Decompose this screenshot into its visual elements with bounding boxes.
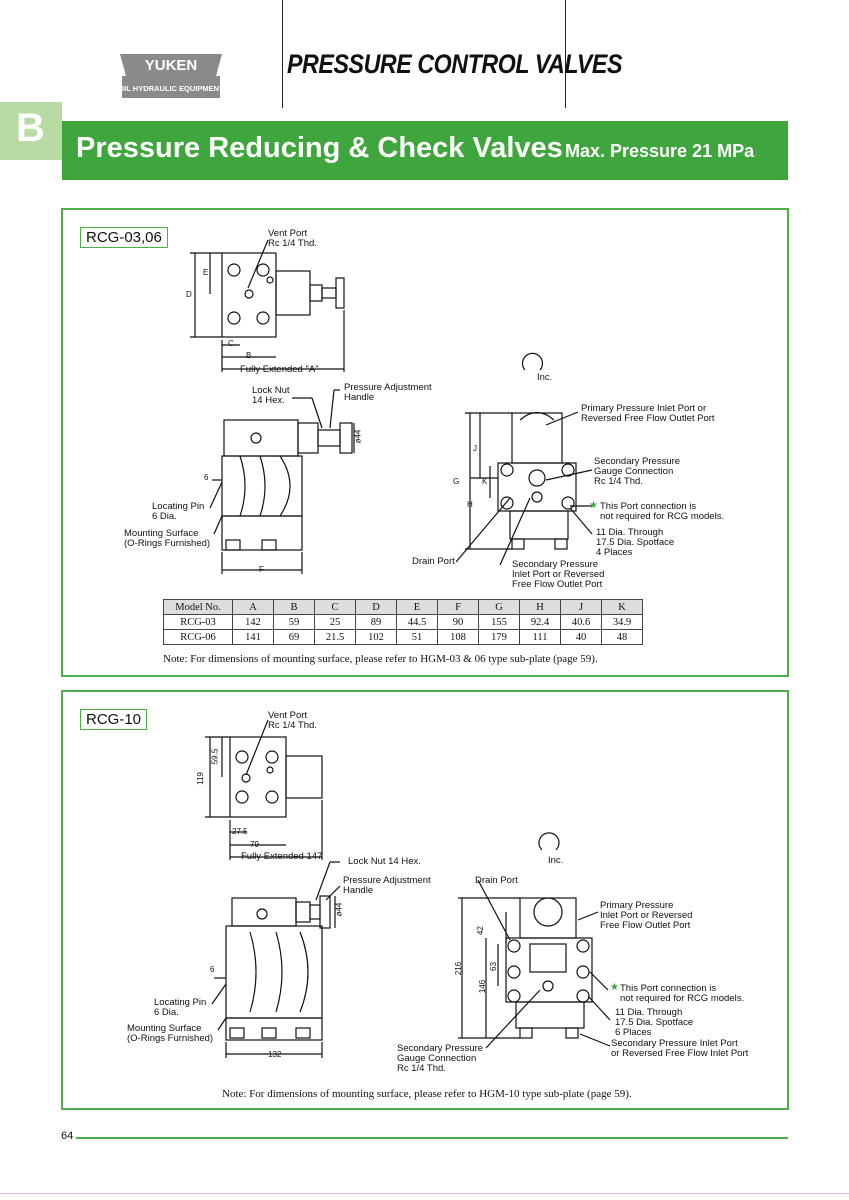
page-number: 64 xyxy=(61,1130,74,1142)
table-cell: RCG-03 xyxy=(164,615,233,630)
section-title: PRESSURE CONTROL VALVES xyxy=(287,49,623,79)
table-cell: 21.5 xyxy=(315,630,356,645)
model-tag-rcg-10: RCG-10 xyxy=(80,709,147,730)
label-locating-pin: Locating Pin 6 Dia. xyxy=(152,501,205,522)
table-cell: 179 xyxy=(479,630,520,645)
label-port-note: This Port connection is not required for RCG models. xyxy=(600,501,725,522)
label-secondary-inlet: Secondary Pressure Inlet Port or Reversed Free Flow Outlet Port xyxy=(512,559,605,590)
label-pressure-handle: Pressure Adjustment Handle xyxy=(344,382,432,403)
table-cell: 40.6 xyxy=(561,615,602,630)
col-header: B xyxy=(274,600,315,615)
dim-b: B xyxy=(246,351,252,360)
table-cell: 108 xyxy=(438,630,479,645)
model-tag-rcg-03-06: RCG-03,06 xyxy=(80,227,168,248)
label-inc: Inc. xyxy=(537,372,553,383)
star-icon: ★ xyxy=(610,982,619,993)
label-locating-pin-10: Locating Pin 6 Dia. xyxy=(154,997,207,1018)
panel1-note: Note: For dimensions of mounting surface, please refer to HGM-03 & 06 type sub-plate (page 59). xyxy=(163,653,598,665)
label-secondary-inlet-10: Secondary Pressure Inlet Port or Reversed Free Flow Inlet Port xyxy=(611,1038,749,1059)
table-cell: RCG-06 xyxy=(164,630,233,645)
dim-119: 119 xyxy=(195,772,205,785)
col-header: E xyxy=(397,600,438,615)
table-cell: 90 xyxy=(438,615,479,630)
dim-63: 63 xyxy=(488,962,498,971)
dim-42: 42 xyxy=(475,926,485,935)
table-cell: 155 xyxy=(479,615,520,630)
table-cell: 89 xyxy=(356,615,397,630)
label-drain-port-10: Drain Port xyxy=(475,875,518,886)
label-vent-port: Vent Port Rc 1/4 Thd. xyxy=(268,228,317,249)
table-cell: 51 xyxy=(397,630,438,645)
col-header: G xyxy=(479,600,520,615)
col-header: C xyxy=(315,600,356,615)
label-mounting-surface: Mounting Surface (O-Rings Furnished) xyxy=(124,528,211,549)
dim-c: C xyxy=(228,339,234,348)
star-icon: ★ xyxy=(589,500,598,511)
table-cell: 141 xyxy=(233,630,274,645)
label-fully-extended-10: Fully Extended 147 xyxy=(241,851,323,862)
dim-j: J xyxy=(473,444,477,453)
col-header: A xyxy=(233,600,274,615)
table-cell: 40 xyxy=(561,630,602,645)
dim-132: 132 xyxy=(268,1050,282,1059)
dim-g: G xyxy=(453,477,460,486)
label-pressure-handle-10: Pressure Adjustment Handle xyxy=(343,875,431,896)
dim-six: 6 xyxy=(204,473,209,482)
dim-e: E xyxy=(203,268,209,277)
col-header: H xyxy=(520,600,561,615)
label-through-holes: 11 Dia. Through 17.5 Dia. Spotface 4 Places xyxy=(596,527,675,558)
col-header: D xyxy=(356,600,397,615)
dim-d: D xyxy=(186,290,192,299)
logo-brand-text: YUKEN xyxy=(144,57,198,74)
table-cell: 59 xyxy=(274,615,315,630)
footer-rule xyxy=(76,1137,788,1139)
dim-27-5: 27.5 xyxy=(232,827,248,836)
logo-tagline-text: OIL HYDRAULIC EQUIPMENT xyxy=(118,84,224,93)
table-cell: 69 xyxy=(274,630,315,645)
table-cell: 102 xyxy=(356,630,397,645)
dim-f: F xyxy=(259,565,264,574)
dim-h: H xyxy=(467,500,473,509)
label-mounting-surface-10: Mounting Surface (O-Rings Furnished) xyxy=(127,1023,214,1044)
label-through-holes-10: 11 Dia. Through 17.5 Dia. Spotface 6 Places xyxy=(615,1007,694,1038)
col-header: K xyxy=(602,600,643,615)
table-cell: 44.5 xyxy=(397,615,438,630)
dim-216: 216 xyxy=(454,961,464,976)
banner-subtitle: Max. Pressure 21 MPa xyxy=(565,141,755,161)
panel2-note: Note: For dimensions of mounting surface, please refer to HGM-10 type sub-plate (page 59). xyxy=(222,1088,632,1100)
table-cell: 142 xyxy=(233,615,274,630)
dim-79: 79 xyxy=(250,840,259,849)
dim-dia44-10: ø44 xyxy=(334,902,344,917)
col-header: F xyxy=(438,600,479,615)
label-fully-extended: Fully Extended "A" xyxy=(240,364,319,375)
dim-dia44: ø44 xyxy=(353,429,363,444)
label-secondary-gauge-10: Secondary Pressure Gauge Connection Rc 1/4 Thd. xyxy=(397,1043,484,1074)
label-lock-nut: Lock Nut 14 Hex. xyxy=(252,385,290,406)
label-primary-port-10: Primary Pressure Inlet Port or Reversed Free Flow Outlet Port xyxy=(600,900,693,931)
col-header: J xyxy=(561,600,602,615)
dim-six-10: 6 xyxy=(210,965,215,974)
dim-59-5: 59.5 xyxy=(210,748,220,765)
dim-146: 146 xyxy=(478,979,488,994)
section-tab-letter: B xyxy=(16,106,45,150)
bottom-edge-rule xyxy=(0,1193,849,1194)
label-secondary-gauge: Secondary Pressure Gauge Connection Rc 1/4 Thd. xyxy=(594,456,681,487)
table-cell: 25 xyxy=(315,615,356,630)
table-cell: 48 xyxy=(602,630,643,645)
label-port-note-10: This Port connection is not required for RCG models. xyxy=(620,983,745,1004)
label-lock-nut-10: Lock Nut 14 Hex. xyxy=(348,856,421,867)
col-header: Model No. xyxy=(164,600,233,615)
table-cell: 34.9 xyxy=(602,615,643,630)
label-inc-10: Inc. xyxy=(548,855,564,866)
label-primary-port: Primary Pressure Inlet Port or Reversed Free Flow Outlet Port xyxy=(581,403,715,424)
table-cell: 111 xyxy=(520,630,561,645)
banner-title: Pressure Reducing & Check Valves xyxy=(76,132,563,164)
dim-k: K xyxy=(482,477,488,486)
label-vent-port-10: Vent Port Rc 1/4 Thd. xyxy=(268,710,317,731)
label-drain-port: Drain Port xyxy=(412,556,455,567)
table-cell: 92.4 xyxy=(520,615,561,630)
